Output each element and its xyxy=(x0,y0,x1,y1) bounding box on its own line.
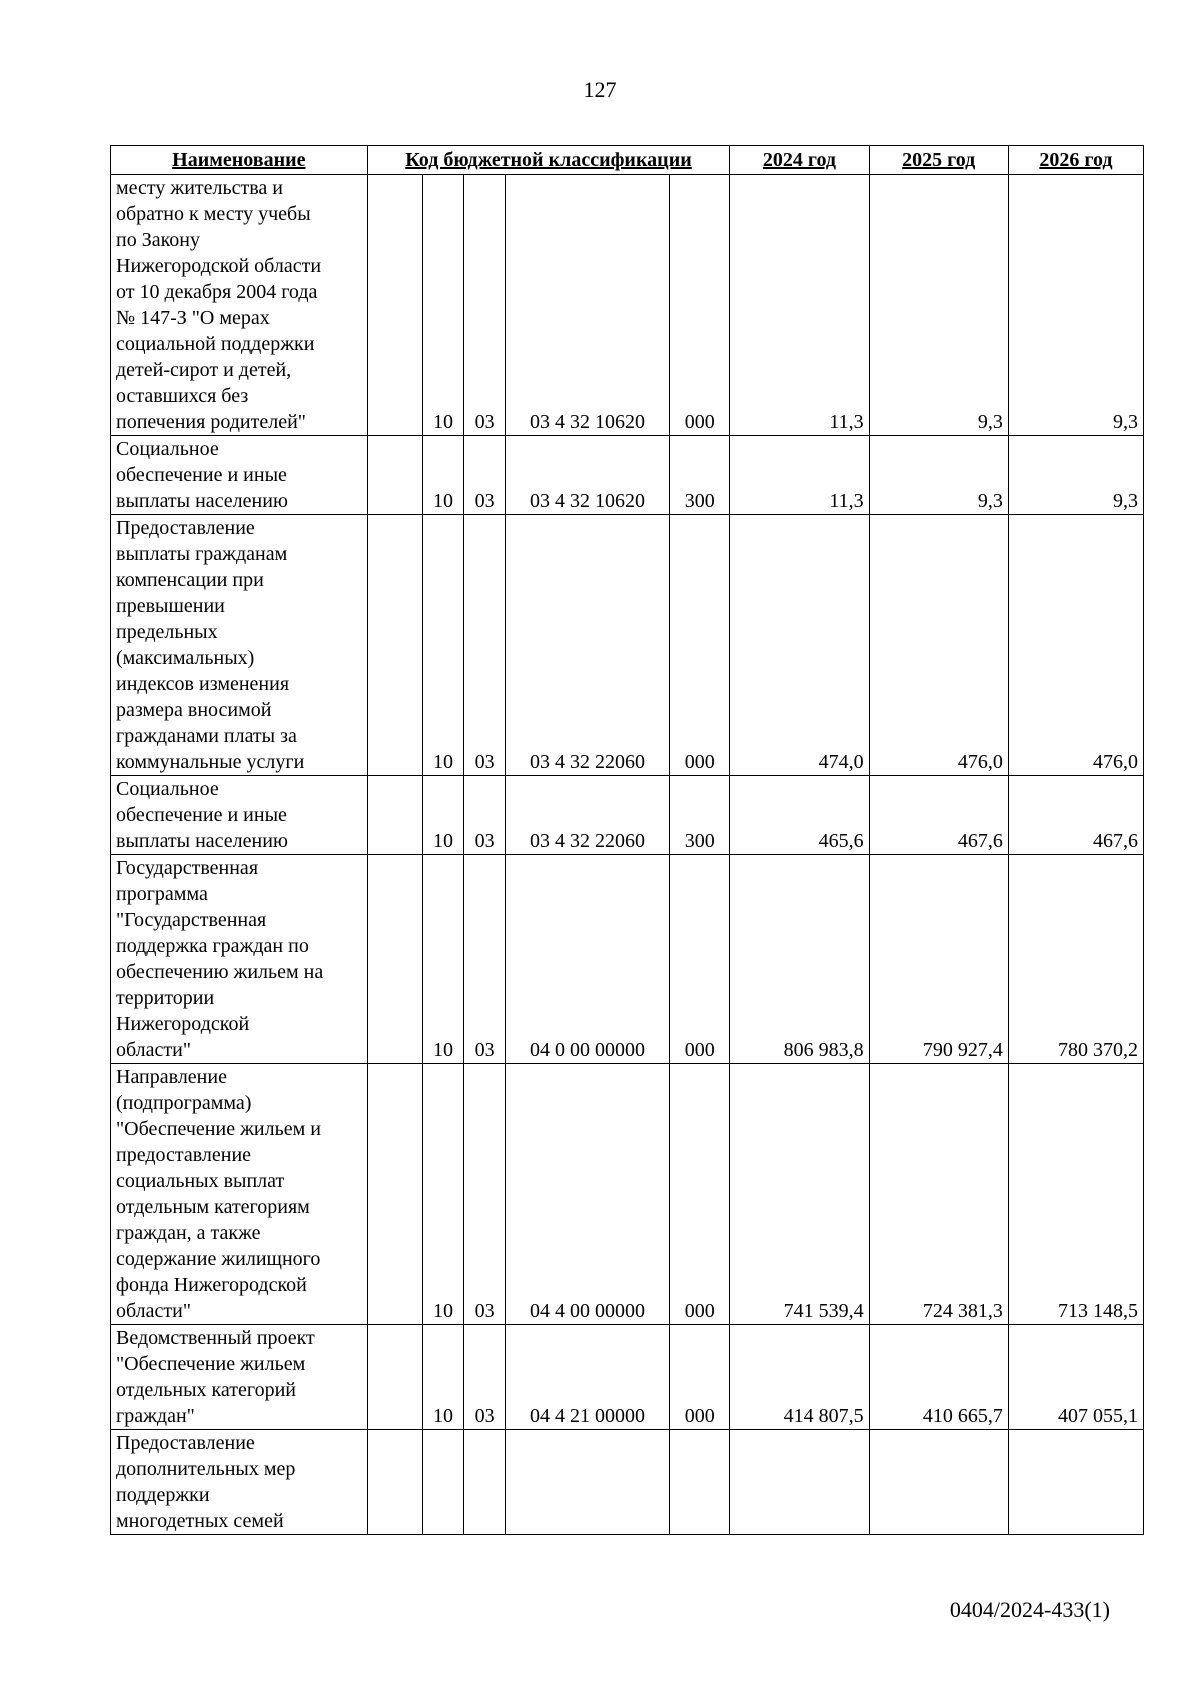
header-code: Код бюджетной классификации xyxy=(367,146,730,175)
code-expense-type: 300 xyxy=(670,776,730,855)
value-2026: 9,3 xyxy=(1008,436,1143,515)
code-section: 10 xyxy=(422,175,464,436)
header-name: Наименование xyxy=(111,146,368,175)
row-name: Предоставление выплаты гражданам компенсации при превышении предельных (максимальных) индексов изменения размера вносимой гражданами платы за коммунальные услуги xyxy=(111,515,368,776)
value-2026: 467,6 xyxy=(1008,776,1143,855)
value-2025: 467,6 xyxy=(869,776,1008,855)
value-2024: 414 807,5 xyxy=(730,1325,869,1430)
value-2024: 741 539,4 xyxy=(730,1064,869,1325)
code-expense-type xyxy=(670,1430,730,1535)
row-name: Предоставление дополнительных мер поддержки многодетных семей xyxy=(111,1430,368,1535)
budget-table xyxy=(110,145,1144,1535)
code-blank xyxy=(367,436,422,515)
code-expense-type: 000 xyxy=(670,855,730,1064)
code-blank xyxy=(367,175,422,436)
code-section: 10 xyxy=(422,436,464,515)
table-body xyxy=(111,175,1144,1535)
value-2024: 474,0 xyxy=(730,515,869,776)
row-name: Государственная программа "Государственная поддержка граждан по обеспечению жильем на территории Нижегородской области" xyxy=(111,855,368,1064)
code-section: 10 xyxy=(422,855,464,1064)
code-subsection: 03 xyxy=(464,855,506,1064)
value-2024 xyxy=(730,1430,869,1535)
value-2026: 713 148,5 xyxy=(1008,1064,1143,1325)
row-name: Направление (подпрограмма) "Обеспечение жильем и предоставление социальных выплат отдельным категориям граждан, а также содержание жилищного фонда Нижегородской области" xyxy=(111,1064,368,1325)
row-name: месту жительства и обратно к месту учебы по Закону Нижегородской области от 10 декабря 2004 года № 147-З "О мерах социальной поддержки детей-сирот и детей, оставшихся без попечения родителей" xyxy=(111,175,368,436)
value-2025: 9,3 xyxy=(869,436,1008,515)
code-subsection xyxy=(464,1430,506,1535)
code-target-article: 03 4 32 10620 xyxy=(505,436,669,515)
code-target-article: 03 4 32 22060 xyxy=(505,776,669,855)
table-row xyxy=(111,776,1144,855)
code-blank xyxy=(367,1325,422,1430)
code-target-article xyxy=(505,1430,669,1535)
code-subsection: 03 xyxy=(464,1064,506,1325)
row-name: Ведомственный проект "Обеспечение жильем отдельных категорий граждан" xyxy=(111,1325,368,1430)
header-2026: 2026 год xyxy=(1008,146,1143,175)
code-section: 10 xyxy=(422,515,464,776)
value-2025: 9,3 xyxy=(869,175,1008,436)
code-target-article: 04 4 00 00000 xyxy=(505,1064,669,1325)
code-target-article: 04 4 21 00000 xyxy=(505,1325,669,1430)
table-row xyxy=(111,855,1144,1064)
code-section: 10 xyxy=(422,1325,464,1430)
code-subsection: 03 xyxy=(464,175,506,436)
code-blank xyxy=(367,855,422,1064)
table-row xyxy=(111,515,1144,776)
value-2025: 724 381,3 xyxy=(869,1064,1008,1325)
code-expense-type: 000 xyxy=(670,1064,730,1325)
code-expense-type: 000 xyxy=(670,515,730,776)
value-2026: 476,0 xyxy=(1008,515,1143,776)
code-subsection: 03 xyxy=(464,776,506,855)
value-2026 xyxy=(1008,1430,1143,1535)
code-section: 10 xyxy=(422,1064,464,1325)
code-target-article: 04 0 00 00000 xyxy=(505,855,669,1064)
code-target-article: 03 4 32 22060 xyxy=(505,515,669,776)
table-row xyxy=(111,1325,1144,1430)
row-name: Социальное обеспечение и иные выплаты населению xyxy=(111,776,368,855)
code-target-article: 03 4 32 10620 xyxy=(505,175,669,436)
code-subsection: 03 xyxy=(464,515,506,776)
value-2026: 9,3 xyxy=(1008,175,1143,436)
value-2026: 407 055,1 xyxy=(1008,1325,1143,1430)
value-2025 xyxy=(869,1430,1008,1535)
table-row xyxy=(111,175,1144,436)
code-section xyxy=(422,1430,464,1535)
table-row xyxy=(111,1064,1144,1325)
code-section: 10 xyxy=(422,776,464,855)
code-expense-type: 300 xyxy=(670,436,730,515)
document-code: 0404/2024-433(1) xyxy=(949,1597,1110,1622)
value-2024: 11,3 xyxy=(730,436,869,515)
code-expense-type: 000 xyxy=(670,175,730,436)
row-name: Социальное обеспечение и иные выплаты населению xyxy=(111,436,368,515)
code-blank xyxy=(367,1064,422,1325)
table-row xyxy=(111,1430,1144,1535)
value-2026: 780 370,2 xyxy=(1008,855,1143,1064)
code-blank xyxy=(367,515,422,776)
page-number: 127 xyxy=(583,77,617,102)
value-2025: 476,0 xyxy=(869,515,1008,776)
value-2025: 790 927,4 xyxy=(869,855,1008,1064)
value-2024: 11,3 xyxy=(730,175,869,436)
code-expense-type: 000 xyxy=(670,1325,730,1430)
value-2024: 806 983,8 xyxy=(730,855,869,1064)
table-header-row xyxy=(111,146,1144,175)
code-blank xyxy=(367,776,422,855)
header-2025: 2025 год xyxy=(869,146,1008,175)
code-blank xyxy=(367,1430,422,1535)
header-2024: 2024 год xyxy=(730,146,869,175)
code-subsection: 03 xyxy=(464,1325,506,1430)
code-subsection: 03 xyxy=(464,436,506,515)
table-row xyxy=(111,436,1144,515)
value-2025: 410 665,7 xyxy=(869,1325,1008,1430)
value-2024: 465,6 xyxy=(730,776,869,855)
